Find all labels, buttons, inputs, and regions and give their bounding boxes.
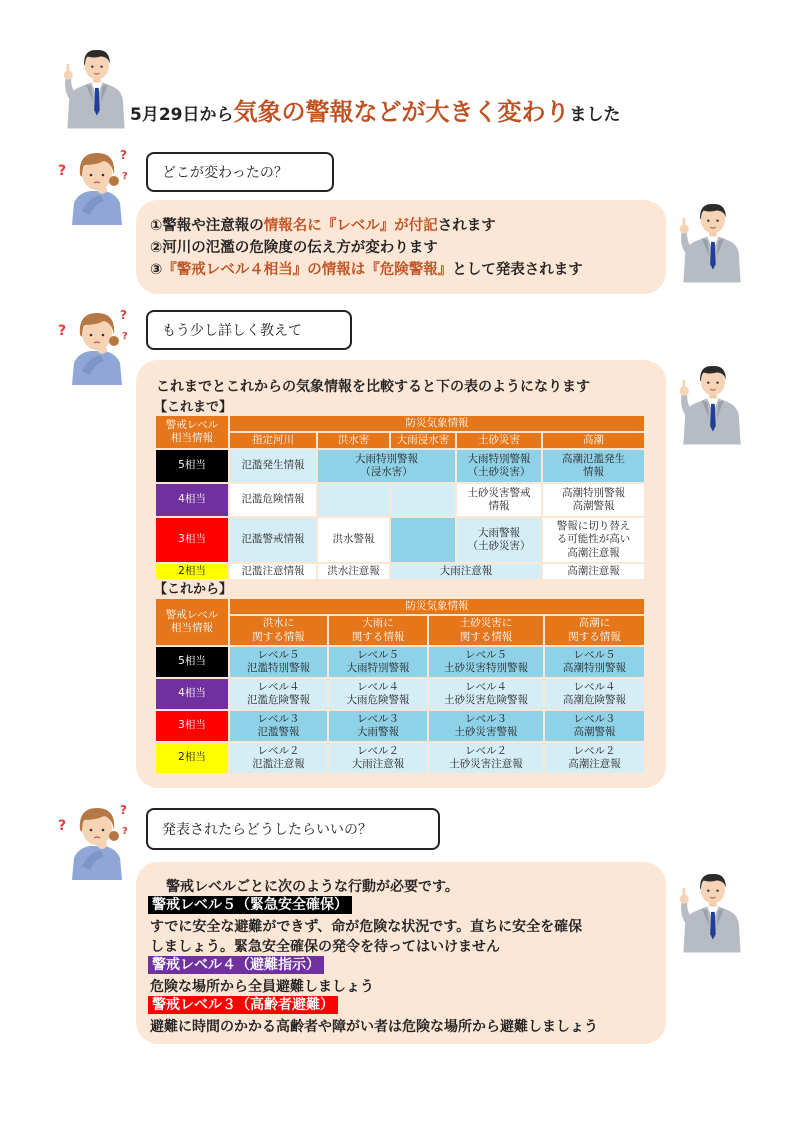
table-cell: 氾濫発生情報 xyxy=(229,449,317,483)
page-title xyxy=(130,92,621,127)
answer-line-1 xyxy=(150,214,496,235)
question-text: どこが変わったの？ xyxy=(162,165,288,181)
table-cell: レベル２ 高潮注意報 xyxy=(544,742,645,774)
table-after xyxy=(154,597,646,775)
table-cell: 高潮注意報 xyxy=(542,563,645,580)
level-cell: 4相当 xyxy=(155,678,229,710)
table-cell: レベル４ 氾濫危険警報 xyxy=(229,678,328,710)
level3-text: 避難に時間のかかる高齢者や障がい者は危険な場所から避難しましょう xyxy=(150,1019,598,1035)
question-bubble-3 xyxy=(146,808,440,850)
level4-row xyxy=(148,956,324,974)
column-header: 洪水害 xyxy=(317,432,390,449)
table-cell: レベル５ 大雨特別警報 xyxy=(328,646,428,678)
column-header: 土砂災害に 関する情報 xyxy=(428,615,544,646)
column-header: 洪水に 関する情報 xyxy=(229,615,328,646)
table-cell: レベル２ 土砂災害注意報 xyxy=(428,742,544,774)
table-cell xyxy=(390,483,456,517)
level-cell: 5相当 xyxy=(155,646,229,678)
column-header: 高潮に 関する情報 xyxy=(544,615,645,646)
level4-text: 危険な場所から全員避難しましょう xyxy=(150,979,374,995)
level5-tag: 警戒レベル５（緊急安全確保） xyxy=(148,896,352,914)
man-pointing-icon xyxy=(676,866,748,956)
title-end: ました xyxy=(569,105,621,125)
level-header xyxy=(155,415,229,449)
level3-tag: 警戒レベル３（高齢者避難） xyxy=(148,996,338,1014)
answer-line-2: ②河川の氾濫の危険度の伝え方が変わります xyxy=(150,240,438,256)
action-intro: 警戒レベルごとに次のような行動が必要です。 xyxy=(166,879,459,895)
woman-thinking-icon xyxy=(58,145,138,225)
table-cell: レベル４ 大雨危険警報 xyxy=(328,678,428,710)
table-cell: レベル３ 大雨警報 xyxy=(328,710,428,742)
column-header: 大雨に 関する情報 xyxy=(328,615,428,646)
table-cell: 大雨注意報 xyxy=(390,563,542,580)
table-cell: 大雨特別警報 （浸水害） xyxy=(317,449,456,483)
text-segment: として発表されます xyxy=(452,262,583,278)
level4-tag: 警戒レベル４（避難指示） xyxy=(148,956,324,974)
table-cell: レベル３ 高潮警報 xyxy=(544,710,645,742)
woman-thinking-icon xyxy=(58,800,138,880)
table-cell: レベル４ 土砂災害危険警報 xyxy=(428,678,544,710)
after-label: 【これから】 xyxy=(154,582,233,597)
text-segment: ①警報や注意報の xyxy=(150,218,264,234)
level-cell: 3相当 xyxy=(155,710,229,742)
level5-row xyxy=(148,896,352,914)
answer-line-3 xyxy=(150,258,583,279)
man-pointing-icon xyxy=(676,358,748,448)
table-cell: レベル５ 高潮特別警報 xyxy=(544,646,645,678)
table-cell: 土砂災害警戒 情報 xyxy=(456,483,542,517)
highlight-text: 『警戒レベル４相当』の情報は『危険警報』 xyxy=(162,262,453,278)
table-cell: 高潮氾濫発生 情報 xyxy=(542,449,645,483)
table-cell: 大雨特別警報 （土砂災害） xyxy=(456,449,542,483)
table-cell: レベル４ 高潮危険警報 xyxy=(544,678,645,710)
question-text: 発表されたらどうしたらいいの？ xyxy=(162,822,372,838)
group-header: 防災気象情報 xyxy=(229,415,645,432)
level-cell: 4相当 xyxy=(155,483,229,517)
cell-text: 警戒レベル 相当情報 xyxy=(165,418,219,444)
table-cell: 洪水警報 xyxy=(317,517,390,563)
level5-text-2: しましょう。緊急安全確保の発令を待ってはいけません xyxy=(150,939,500,955)
comparison-intro: これまでとこれからの気象情報を比較すると下の表のようになります xyxy=(156,379,590,395)
table-before xyxy=(154,414,646,581)
text-segment: ③ xyxy=(150,262,163,278)
highlight-text: 情報名に『レベル』が付記 xyxy=(263,218,438,234)
column-header: 土砂災害 xyxy=(456,432,542,449)
level3-row xyxy=(148,996,338,1014)
column-header: 指定河川 xyxy=(229,432,317,449)
before-label: 【これまで】 xyxy=(154,400,233,415)
table-cell: 高潮特別警報 高潮警報 xyxy=(542,483,645,517)
table-cell: レベル３ 氾濫警報 xyxy=(229,710,328,742)
table-cell: 大雨警報 （土砂災害） xyxy=(456,517,542,563)
level-header xyxy=(155,598,229,646)
question-text: もう少し詳しく教えて xyxy=(162,323,302,339)
level5-text-1: すでに安全な避難ができず、命が危険な状況です。直ちに安全を確保 xyxy=(150,919,583,935)
table-cell: レベル２ 氾濫注意報 xyxy=(229,742,328,774)
level-cell: 2相当 xyxy=(155,742,229,774)
group-header: 防災気象情報 xyxy=(229,598,645,615)
level-cell: 5相当 xyxy=(155,449,229,483)
table-cell: レベル２ 大雨注意報 xyxy=(328,742,428,774)
cell-text: 警戒レベル 相当情報 xyxy=(165,608,219,634)
table-cell: 氾濫危険情報 xyxy=(229,483,317,517)
question-bubble-1 xyxy=(146,152,334,192)
level-cell: 3相当 xyxy=(155,517,229,563)
column-header: 大雨浸水害 xyxy=(390,432,456,449)
table-cell xyxy=(390,517,456,563)
man-pointing-icon xyxy=(60,42,132,132)
table-cell: 氾濫注意情報 xyxy=(229,563,317,580)
question-bubble-2 xyxy=(146,310,352,350)
title-main: 気象の警報などが大きく変わり xyxy=(233,98,570,126)
table-cell: レベル５ 氾濫特別警報 xyxy=(229,646,328,678)
table-cell: レベル３ 土砂災害警報 xyxy=(428,710,544,742)
table-cell xyxy=(317,483,390,517)
table-cell: 氾濫警戒情報 xyxy=(229,517,317,563)
man-pointing-icon xyxy=(676,196,748,286)
woman-thinking-icon xyxy=(58,305,138,385)
level-cell: 2相当 xyxy=(155,563,229,580)
column-header: 高潮 xyxy=(542,432,645,449)
table-cell: 警報に切り替え る可能性が高い 高潮注意報 xyxy=(542,517,645,563)
title-date: 5月29日から xyxy=(130,105,234,125)
table-cell: レベル５ 土砂災害特別警報 xyxy=(428,646,544,678)
text-segment: されます xyxy=(437,218,496,234)
table-cell: 洪水注意報 xyxy=(317,563,390,580)
